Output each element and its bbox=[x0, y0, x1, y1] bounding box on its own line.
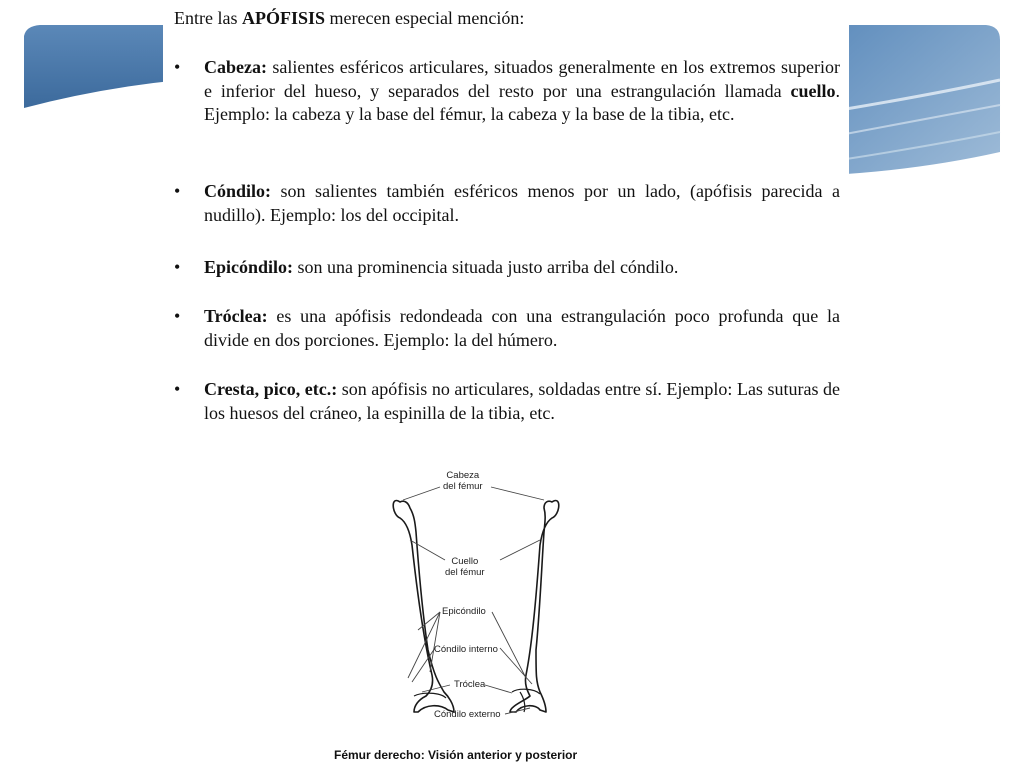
right-femur-bone bbox=[510, 501, 559, 712]
bullet-text bbox=[204, 56, 840, 127]
right-wave-shape bbox=[830, 25, 1000, 175]
label-troclea: Tróclea bbox=[454, 679, 486, 690]
bullet-text bbox=[204, 378, 840, 425]
bullet-body: son apófisis no articulares, soldadas entre sí. Ejemplo: Las suturas de los huesos del cráneo, la espinilla de la tibia, etc. bbox=[204, 379, 840, 423]
label-condilo-externo: Cóndilo externo bbox=[434, 709, 501, 720]
femur-figure bbox=[330, 460, 630, 760]
label-cabeza-femur: Cabeza del fémur bbox=[443, 470, 483, 492]
intro-after: merecen especial mención: bbox=[325, 8, 525, 28]
bullet-text bbox=[204, 256, 840, 280]
bullet-body: es una apófisis redondeada con una estrangulación poco profunda que la divide en dos porciones. Ejemplo: la del húmero. bbox=[204, 306, 840, 350]
bullet-icon: • bbox=[174, 306, 181, 326]
intro-emphasis: APÓFISIS bbox=[241, 8, 326, 28]
bullet-term: Tróclea: bbox=[204, 306, 268, 326]
bullet-term: Cóndilo: bbox=[204, 181, 272, 201]
bullet-icon: • bbox=[174, 57, 181, 77]
left-wave-shape bbox=[24, 25, 180, 108]
figure-caption: Fémur derecho: Visión anterior y posterior bbox=[334, 748, 578, 762]
label-condilo-interno: Cóndilo interno bbox=[434, 644, 498, 655]
bullet-term: Cabeza: bbox=[204, 57, 267, 77]
bullet-body: son salientes también esféricos menos por un lado, (apófisis parecida a nudillo). Ejemplo: los del occipital. bbox=[204, 181, 840, 225]
bullet-icon: • bbox=[174, 181, 181, 201]
bullet-body: salientes esféricos articulares, situados generalmente en los extremos superior e inferior del hueso, y separados del resto por una estrangulación llamada bbox=[204, 57, 840, 101]
document-excerpt bbox=[163, 0, 849, 448]
bullet-term: Epicóndilo: bbox=[204, 257, 294, 277]
intro-before: Entre las bbox=[174, 8, 242, 28]
label-epicondilo: Epicóndilo bbox=[442, 606, 486, 617]
bullet-term: Cresta, pico, etc.: bbox=[204, 379, 338, 399]
intro-line bbox=[174, 8, 524, 29]
bullet-body: . Ejemplo: la cabeza y la base del fémur, la cabeza y la base de la tibia, etc. bbox=[204, 80, 840, 124]
bullet-icon: • bbox=[174, 257, 181, 277]
bullet-text bbox=[204, 180, 840, 227]
bullet-text bbox=[204, 305, 840, 352]
bullet-body: son una prominencia situada justo arriba del cóndilo. bbox=[293, 257, 679, 277]
label-cuello-femur: Cuello del fémur bbox=[445, 556, 485, 578]
bullet-icon: • bbox=[174, 379, 181, 399]
bullet-body-bold: cuello bbox=[790, 80, 836, 101]
